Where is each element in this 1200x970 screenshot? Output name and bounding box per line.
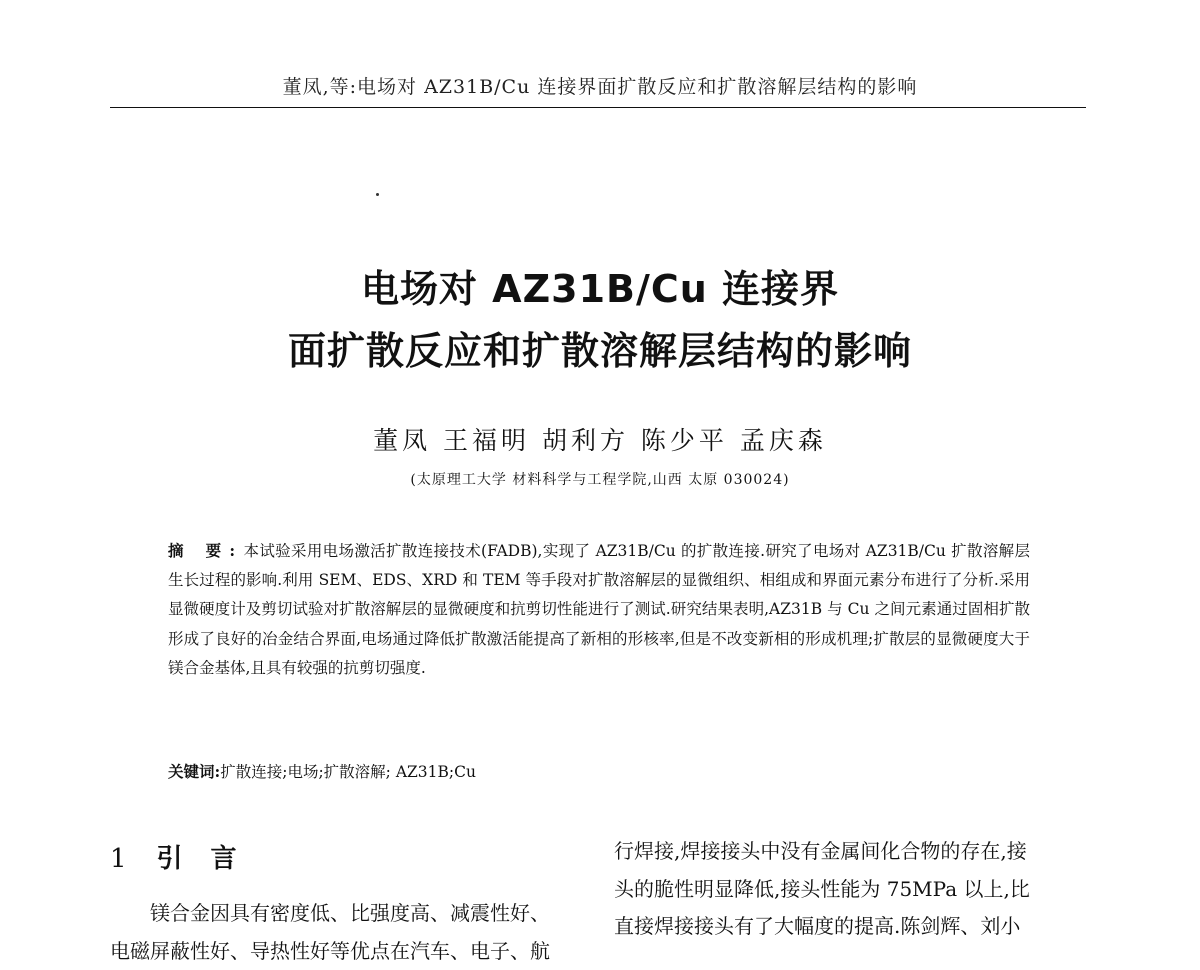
running-head: 董凤,等:电场对 AZ31B/Cu 连接界面扩散反应和扩散溶解层结构的影响 [0, 72, 1200, 99]
abstract-text: 本试验采用电场激活扩散连接技术(FADB),实现了 AZ31B/Cu 的扩散连接.研究了电场对 AZ31B/Cu 扩散溶解层生长过程的影响.利用 SEM、EDS、XRD 和 TEM 等手段对扩散溶解层的显微组织、相组成和界面元素分布进行了分析.采用显微硬度计及剪切试验对扩散溶解层的显微硬度和抗剪切性能进行了测试.研究结果表明,AZ31B 与 Cu 之间元素通过固相扩散形成了良好的冶金结合界面,电场通过降低扩散激活能提高了新相的形核率,但是不改变新相的形成机理;扩散层的显微硬度大于镁合金基体,且具有较强的抗剪切强度. [168, 542, 1030, 677]
article-title-line2: 面扩散反应和扩散溶解层结构的影响 [0, 320, 1200, 375]
section-heading [110, 838, 265, 875]
keywords [168, 760, 1030, 782]
section-number: 1 [110, 844, 127, 874]
keywords-text: 扩散连接;电场;扩散溶解; AZ31B;Cu [220, 763, 476, 781]
body-column-right [614, 833, 1094, 946]
author-list: 董凤 王福明 胡利方 陈少平 孟庆森 [0, 421, 1200, 457]
abstract-label: 摘 要: [168, 541, 243, 560]
section-title: 引言 [157, 844, 265, 874]
body-line: 行焊接,焊接接头中没有金属间化合物的存在,接 [614, 833, 1094, 871]
abstract [168, 536, 1030, 683]
body-line: 直接焊接接头有了大幅度的提高.陈剑辉、刘小 [614, 908, 1094, 946]
header-rule [110, 107, 1086, 108]
affiliation: (太原理工大学 材料科学与工程学院,山西 太原 030024) [0, 469, 1200, 489]
body-column-left [110, 895, 590, 970]
keywords-label: 关键词: [168, 762, 220, 781]
body-line: 镁合金因具有密度低、比强度高、减震性好、 [110, 895, 590, 933]
body-line: 电磁屏蔽性好、导热性好等优点在汽车、电子、航 [110, 933, 590, 970]
body-line: 头的脆性明显降低,接头性能为 75MPa 以上,比 [614, 871, 1094, 909]
article-title-line1: 电场对 AZ31B/Cu 连接界 [0, 258, 1200, 313]
scan-speck [376, 193, 379, 196]
